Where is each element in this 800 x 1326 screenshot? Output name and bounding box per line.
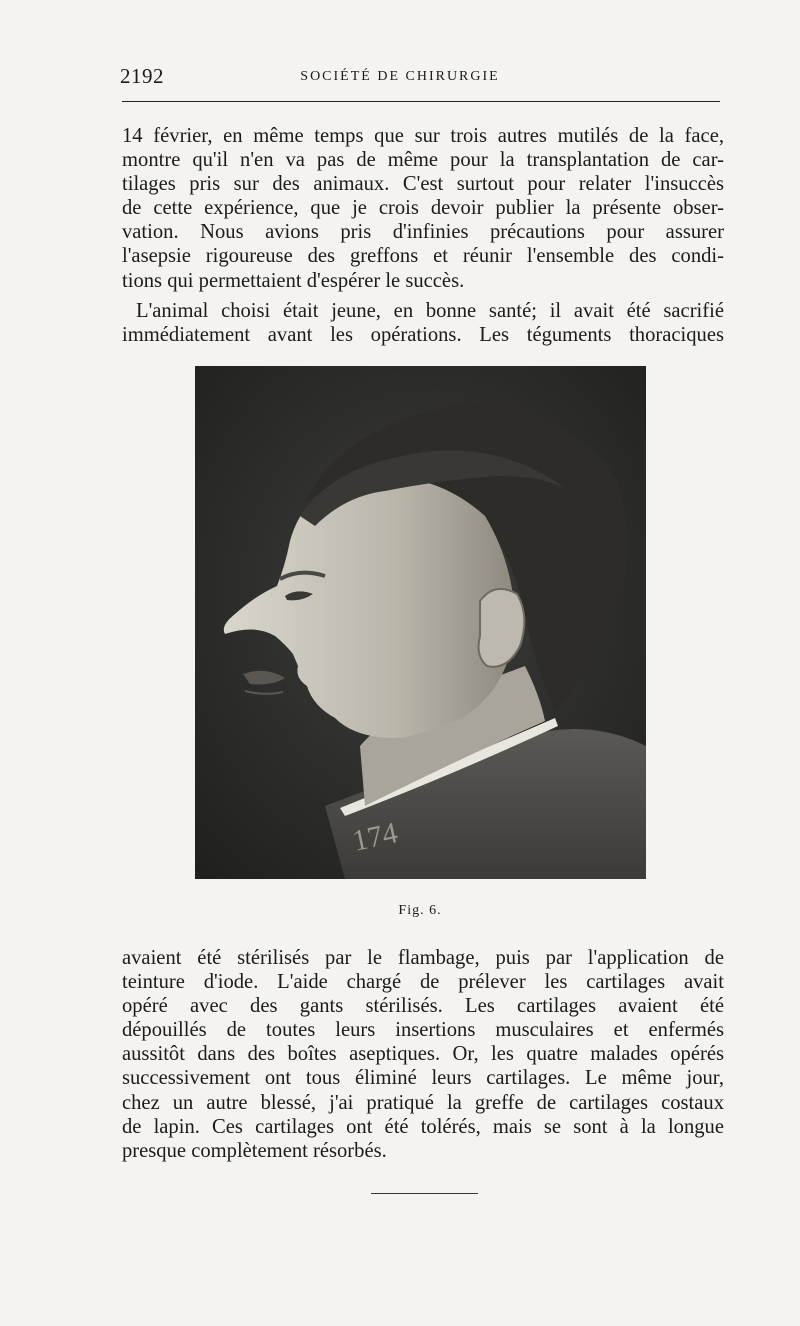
text-line: immédiatement avant les opérations. Les téguments thoraciques <box>122 324 724 347</box>
text-line: L'animal choisi était jeune, en bonne santé; il avait été sacrifié <box>136 300 724 322</box>
page-number: 2192 <box>120 64 164 88</box>
text-line: dépouillés de toutes leurs insertions musculaires et enfermés <box>122 1019 724 1042</box>
running-title: SOCIÉTÉ DE CHIRURGIE <box>300 69 500 84</box>
text-line: successivement ont tous éliminé leurs cartilages. Le même jour, <box>122 1067 724 1090</box>
text-line: de cette expérience, que je crois devoir publier la présente obser- <box>122 197 724 220</box>
text-line: avaient été stérilisés par le flambage, puis par l'application de <box>122 947 724 969</box>
portrait-illustration <box>195 366 646 879</box>
end-rule <box>371 1193 478 1194</box>
text-line: presque complètement résorbés. <box>122 1139 387 1162</box>
paragraph-1 <box>122 124 724 293</box>
text-line: vation. Nous avions pris d'infinies précautions pour assurer <box>122 221 724 244</box>
text-line: teinture d'iode. L'aide chargé de prélever les cartilages avait <box>122 971 724 994</box>
portrait-photograph <box>195 366 646 879</box>
text-line: chez un autre blessé, j'ai pratiqué la greffe de cartilages costaux <box>122 1091 724 1114</box>
collar-insignia: 174 <box>349 816 401 858</box>
text-line: de lapin. Ces cartilages ont été tolérés, mais se sont à la longue <box>122 1115 724 1138</box>
header-rule <box>122 101 720 102</box>
text-line: tilages pris sur des animaux. C'est surtout pour relater l'insuccès <box>122 173 724 196</box>
text-line: montre qu'il n'en va pas de même pour la transplantation de car- <box>122 149 724 172</box>
text-line: opéré avec des gants stérilisés. Les cartilages avaient été <box>122 995 724 1018</box>
text-line: l'asepsie rigoureuse des greffons et réunir l'ensemble des condi- <box>122 245 724 268</box>
text-line: aussitôt dans des boîtes aseptiques. Or, les quatre malades opérés <box>122 1043 724 1066</box>
text-line: tions qui permettaient d'espérer le succès. <box>122 269 465 292</box>
figure-caption: Fig. 6. <box>398 903 442 918</box>
paragraph-3 <box>122 946 724 1163</box>
text-line: 14 février, en même temps que sur trois autres mutilés de la face, <box>122 125 724 147</box>
paragraph-2 <box>122 299 724 347</box>
